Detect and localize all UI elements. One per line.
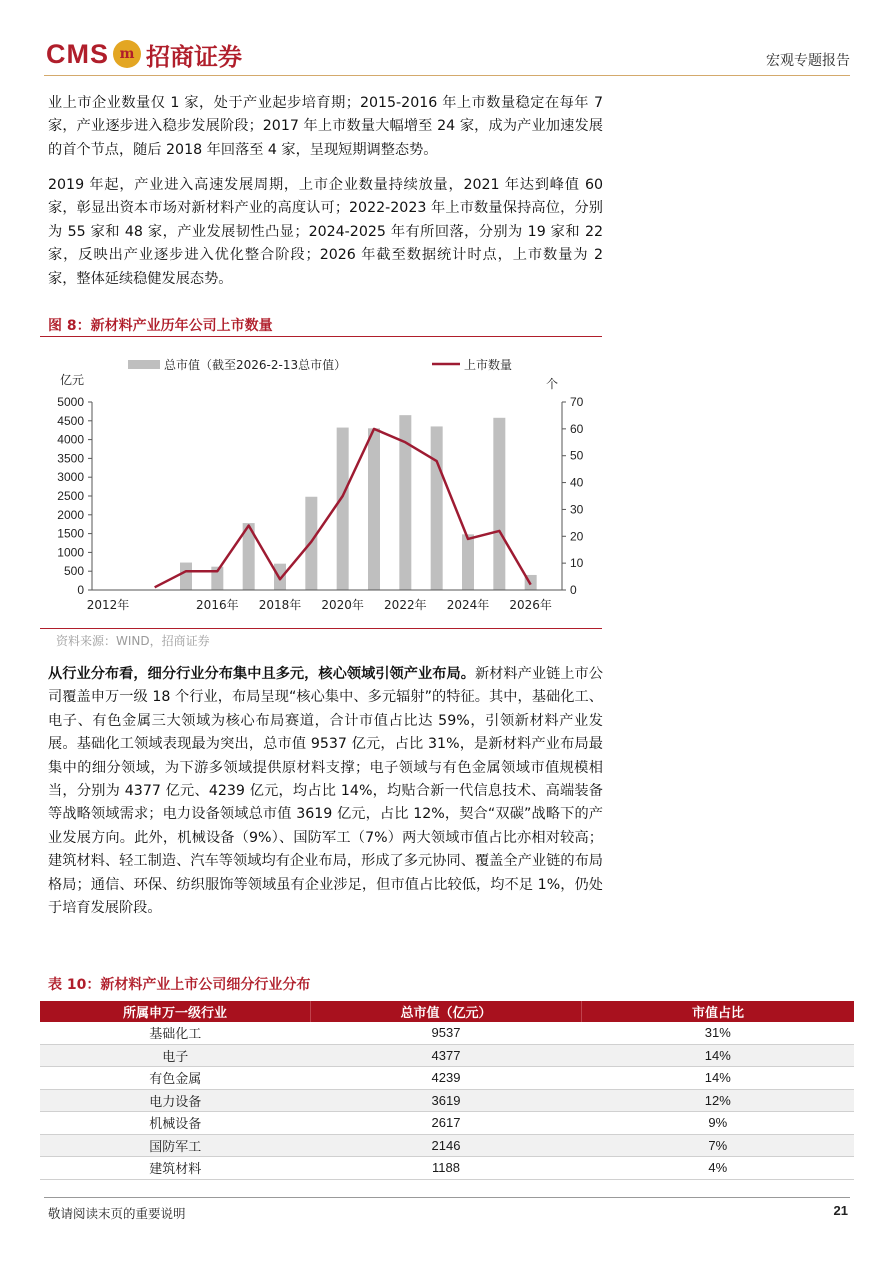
cell-market-cap: 3619	[311, 1089, 582, 1112]
left-tick-label: 4000	[57, 432, 84, 447]
page-number: 21	[833, 1203, 848, 1218]
left-tick-label: 1500	[57, 526, 84, 541]
left-tick-label: 5000	[57, 395, 84, 409]
page-header	[44, 26, 850, 78]
bar-2023	[431, 426, 443, 590]
right-tick-label: 70	[570, 395, 584, 409]
table-row	[40, 1022, 854, 1044]
right-tick-label: 0	[570, 583, 577, 597]
figure-source: 资料来源：WIND，招商证券	[56, 634, 210, 648]
table-row	[40, 1157, 854, 1180]
left-tick-label: 2000	[57, 507, 84, 522]
table-row	[40, 1134, 854, 1157]
x-tick-label: 2026年	[509, 598, 552, 612]
cell-industry: 基础化工	[40, 1022, 311, 1044]
bar-2021	[368, 428, 380, 590]
table-header-row	[40, 1001, 854, 1022]
cell-industry: 有色金属	[40, 1067, 311, 1090]
x-tick-label: 2012年	[86, 598, 130, 612]
listing-chart	[40, 340, 602, 625]
cell-market-cap: 2146	[311, 1134, 582, 1157]
cell-market-cap: 4377	[311, 1044, 582, 1067]
table-row	[40, 1112, 854, 1135]
cell-market-cap: 9537	[311, 1022, 582, 1044]
footer-divider	[44, 1197, 850, 1198]
cell-market-cap: 1188	[311, 1157, 582, 1180]
bar-2025	[493, 418, 505, 590]
paragraph-3	[48, 663, 603, 920]
header-market-cap: 总市值（亿元）	[311, 1001, 582, 1022]
cell-industry: 机械设备	[40, 1112, 311, 1135]
right-tick-label: 40	[570, 475, 584, 490]
legend-line-label: 上市数量	[464, 358, 513, 372]
table-row	[40, 1089, 854, 1112]
logo-mark-icon: m	[113, 40, 141, 68]
left-tick-label: 3500	[57, 451, 84, 466]
header-share: 市值占比	[582, 1001, 855, 1022]
table-title: 表 10：新材料产业上市公司细分行业分布	[48, 977, 311, 993]
right-tick-label: 50	[570, 448, 584, 463]
cell-market-cap: 2617	[311, 1112, 582, 1135]
cell-industry: 电子	[40, 1044, 311, 1067]
left-tick-label: 4500	[57, 413, 84, 428]
header-industry: 所属申万一级行业	[40, 1001, 311, 1022]
paragraph-2: 2019 年起，产业进入高速发展周期，上市企业数量持续放量，2021 年达到峰值 60 家，彰显出资本市场对新材料产业的高度认可；2022-2023 年上市数量保持高位，分别为 55 家和 48 家，产业发展韧性凸显；2024-2025 年有所回落，分别为 19 家和 22 家，反映出产业逐步进入优化整合阶段；2026 年截至数据统计时点，上市数量为 2 家，整体延续稳健发展态势。	[48, 177, 603, 287]
x-tick-label: 2016年	[196, 598, 239, 612]
industry-table	[40, 1001, 854, 1180]
table-row	[40, 1044, 854, 1067]
left-tick-label: 2500	[57, 489, 84, 503]
legend-bar-swatch	[128, 360, 160, 369]
cell-share: 9%	[582, 1112, 855, 1135]
cell-share: 14%	[582, 1067, 855, 1090]
figure-bottom-rule	[40, 628, 602, 629]
x-tick-label: 2022年	[384, 598, 427, 612]
cell-share: 12%	[582, 1089, 855, 1112]
x-tick-label: 2020年	[321, 598, 364, 612]
figure-top-rule	[40, 336, 602, 337]
right-tick-label: 10	[570, 556, 584, 571]
right-tick-label: 30	[570, 502, 584, 517]
cms-logo	[46, 34, 242, 74]
logo-latin: CMS	[46, 38, 109, 69]
bar-2020	[337, 428, 349, 590]
figure-title: 图 8：新材料产业历年公司上市数量	[48, 318, 273, 334]
cell-industry: 建筑材料	[40, 1157, 311, 1180]
paragraph-1: 业上市企业数量仅 1 家，处于产业起步培育期；2015-2016 年上市数量稳定在每年 7 家，产业逐步进入稳步发展阶段；2017 年上市数量大幅增至 24 家，成为产业加速发展的首个节点，随后 2018 年回落至 4 家，呈现短期调整态势。	[48, 95, 603, 158]
paragraph-3-lead: 从行业分布看，细分行业分布集中且多元，核心领域引领产业布局。	[48, 666, 475, 682]
paragraph-3-body: 新材料产业链上市公司覆盖申万一级 18 个行业，布局呈现“核心集中、多元辐射”的特征。其中，基础化工、电子、有色金属三大领域为核心布局赛道，合计市值占比达 59%，引领新材料产业发展。基础化工领域表现最为突出，总市值 9537 亿元，占比 31%，是新材料产业布局最集中的细分领域，为下游多领域提供原材料支撑；电子领域与有色金属领域市值规模相当，分别为 4377 亿元、4239 亿元，均占比 14%，均贴合新一代信息技术、高端装备等战略领域需求；电力设备领域总市值 3619 亿元，占比 12%，契合“双碳”战略下的产业发展方向。此外，机械设备（9%）、国防军工（7%）两大领域市值占比亦相对较高；建筑材料、轻工制造、汽车等领域均有企业布局，形成了多元协同、覆盖全产业链的布局格局；通信、环保、纺织服饰等领域虽有企业涉足，但市值占比较低，均不足 1%，仍处于培育发展阶段。	[48, 666, 603, 917]
x-tick-label: 2024年	[446, 598, 490, 612]
cell-industry: 电力设备	[40, 1089, 311, 1112]
cell-share: 14%	[582, 1044, 855, 1067]
left-tick-label: 1000	[57, 545, 84, 560]
right-tick-label: 60	[570, 421, 584, 436]
legend-bar-label: 总市值（截至2026-2-13总市值）	[164, 358, 347, 372]
bar-2015	[180, 563, 192, 590]
cell-share: 31%	[582, 1022, 855, 1044]
left-tick-label: 500	[63, 564, 84, 579]
left-tick-label: 0	[77, 583, 84, 597]
cell-share: 7%	[582, 1134, 855, 1157]
left-tick-label: 3000	[57, 470, 84, 485]
right-axis-unit: 个	[546, 377, 559, 391]
cell-industry: 国防军工	[40, 1134, 311, 1157]
right-tick-label: 20	[570, 529, 584, 544]
cell-share: 4%	[582, 1157, 855, 1180]
x-tick-label: 2018年	[258, 598, 302, 612]
report-type: 宏观专题报告	[766, 53, 850, 69]
table-row	[40, 1067, 854, 1090]
header-divider	[44, 75, 850, 76]
bar-2024	[462, 534, 474, 590]
footer-disclaimer: 敬请阅读末页的重要说明	[48, 1206, 186, 1221]
cell-market-cap: 4239	[311, 1067, 582, 1090]
left-axis-unit: 亿元	[60, 373, 85, 387]
logo-chinese: 招商证券	[146, 41, 242, 71]
